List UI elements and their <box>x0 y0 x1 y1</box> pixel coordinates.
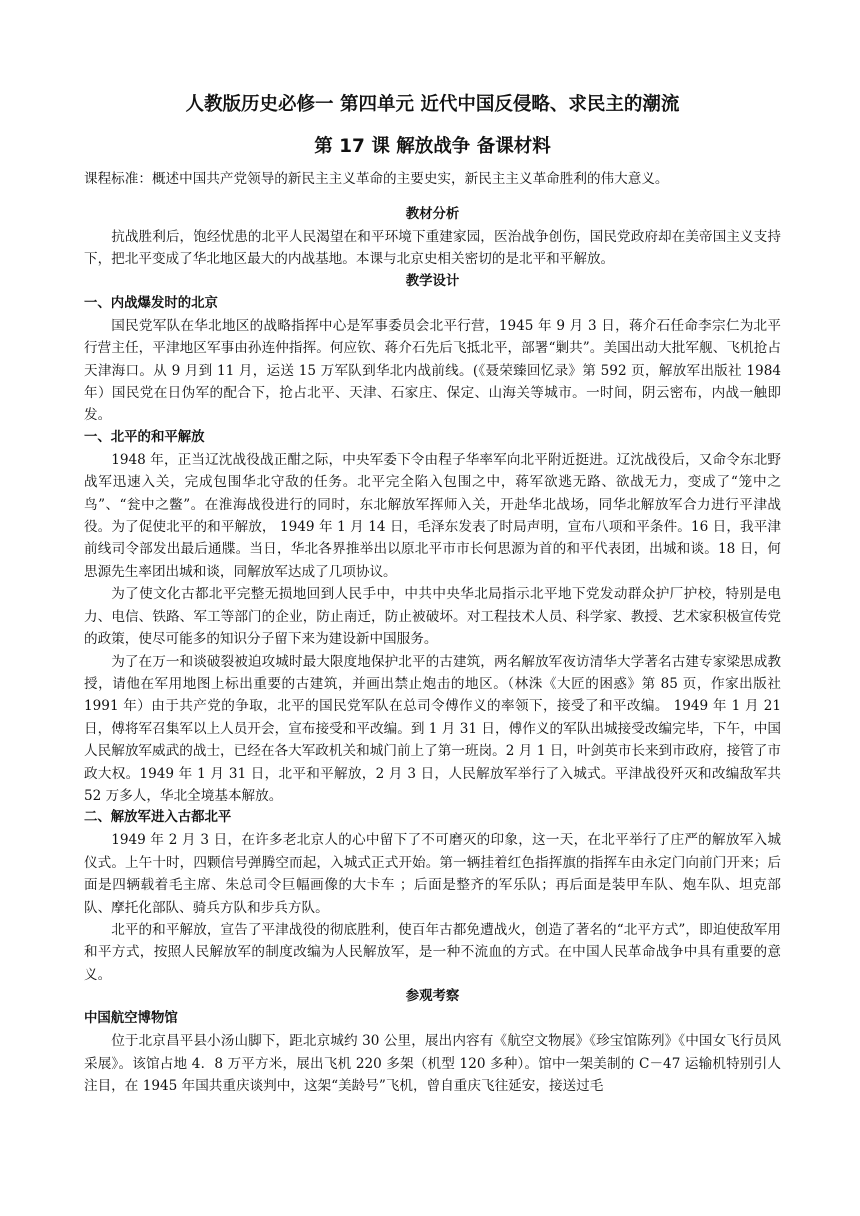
lesson-title: 第 17 课 解放战争 备课材料 <box>314 136 551 157</box>
paragraph-army-enters-1: 1949 年 2 月 3 日，在许多老北京人的心中留下了不可磨灭的印象，这一天，在北平举行了庄严的解放军入城仪式。上午十时，四颗信号弹腾空而起，入城式正式开始。第一辆挂着红色指挥旗的指挥车由永定门向前门开来；后面是四辆载着毛主席、朱总司令巨幅画像的大卡车 ；后面是整齐的军乐队；再后面是装甲车队、炮车队、坦克部队、摩托化部队、骑兵方队和步兵方队。 <box>84 832 781 916</box>
paragraph-peaceful-liberation-1: 1948 年，正当辽沈战役战正酣之际，中央军委下令由程子华率军向北平附近挺进。辽沈战役后，又命令东北野战军迅速入关，完成包围华北守敌的任务。北平完全陷入包围之中，蒋军欲逃无路、欲战无力，变成了“笼中之鸟”、“瓮中之鳖”。在淮海战役进行的同时，东北解放军挥师入关，开赴华北战场，同华北解放军合力进行平津战役。为了促使北平的和平解放， 1949 年 1 月 14 日，毛泽东发表了时局声明，宣布八项和平条件。16 日，我平津前线司令部发出最后通牒。当日，华北各界推举出以原北平市市长何思源为首的和平代表团，出城和谈。18 日，何思源先生率团出城和谈，同解放军达成了几项协议。 <box>84 451 781 580</box>
section-heading-visit: 参观考察 <box>405 989 460 1005</box>
course-standard: 课程标准：概述中国共产党领导的新民主主义革命的主要史实，新民主主义革命胜利的伟大意义。 <box>84 171 669 187</box>
section-heading-textbook: 教材分析 <box>405 207 460 222</box>
document-title: 人教版历史必修一 第四单元 近代中国反侵略、求民主的潮流 <box>185 94 680 115</box>
paragraph-peaceful-liberation-3: 为了在万一和谈破裂被迫攻城时最大限度地保护北平的古建筑，两名解放军夜访清华大学著名古建专家梁思成教授，请他在军用地图上标出重要的古建筑，并画出禁止炮击的地区。（林洙《大匠的困惑》第 85 页，作家出版社 1991 年）由于共产党的争取，北平的国民党军队在总司令傅作义的率领下，接受了和平改编。 1949 年 1 月 21 日，傅将军召集军以上人员开会，宣布接受和平改编。到 1 月 31 日，傅作义的军队出城接受改编完毕，下午，中国人民解放军威武的战士，已经在各大军政机关和城门前上了第一班岗。2 月 1 日，叶剑英市长来到市政府，接管了市政大权。1949 年 1 月 31 日，北平和平解放，2 月 3 日，人民解放军举行了入城式。平津战役歼灭和改编敌军共 52 万多人，华北全境基本解放。 <box>84 653 781 804</box>
paragraph-museum: 位于北京昌平县小汤山脚下，距北京城约 30 公里，展出内容有《航空文物展》《珍宝馆陈列》《中国女飞行员风采展》。该馆占地 4．8 万平方米，展出飞机 220 多架（机型 120 多种）。馆中一架美制的 C－47 运输机特别引人注目，在 1945 年国共重庆谈判中，这架“美龄号”飞机，曾自重庆飞往延安，接送过毛 <box>84 1033 781 1094</box>
museum-title: 中国航空博物馆 <box>84 1011 178 1027</box>
subheading-peaceful-liberation: 一、北平的和平解放 <box>84 429 205 445</box>
section-heading-design: 教学设计 <box>405 273 460 289</box>
subheading-civil-war-beijing: 一、内战爆发时的北京 <box>84 295 218 311</box>
document-page <box>84 92 781 1097</box>
paragraph-civil-war-beijing: 国民党军队在华北地区的战略指挥中心是军事委员会北平行营，1945 年 9 月 3 日，蒋介石任命李宗仁为北平行营主任，平津地区军事由孙连仲指挥。何应钦、蒋介石先后飞抵北平，部署“剿共”。美国出动大批军舰、飞机抢占天津海口。从 9 月到 11 月，运送 15 万军队到华北内战前线。(《聂荣臻回忆录》第 592 页，解放军出版社 1984 年）国民党在日伪军的配合下，抢占北平、天津、石家庄、保定、山海关等城市。一时间，阴云密布，内战一触即发。 <box>84 317 781 424</box>
paragraph-army-enters-2: 北平的和平解放，宣告了平津战役的彻底胜利，使百年古都免遭战火，创造了著名的“北平方式”，即迫使敌军用和平方式，按照人民解放军的制度改编为人民解放军，是一种不流血的方式。在中国人民革命战争中具有重要的意义。 <box>84 921 781 983</box>
textbook-paragraph: 抗战胜利后，饱经忧患的北平人民渴望在和平环境下重建家园，医治战争创伤，国民党政府却在美帝国主义支持下，把北平变成了华北地区最大的内战基地。本课与北京史相关密切的是北平和平解放。 <box>84 229 781 268</box>
subheading-army-enters: 二、解放军进入古都北平 <box>84 810 232 826</box>
paragraph-peaceful-liberation-2: 为了使文化古都北平完整无损地回到人民手中，中共中央华北局指示北平地下党发动群众护厂护校，特别是电力、电信、铁路、军工等部门的企业，防止南迁，防止被破坏。对工程技术人员、科学家、教授、艺术家积极宣传党的政策，使尽可能多的知识分子留下来为建设新中国服务。 <box>84 586 781 648</box>
